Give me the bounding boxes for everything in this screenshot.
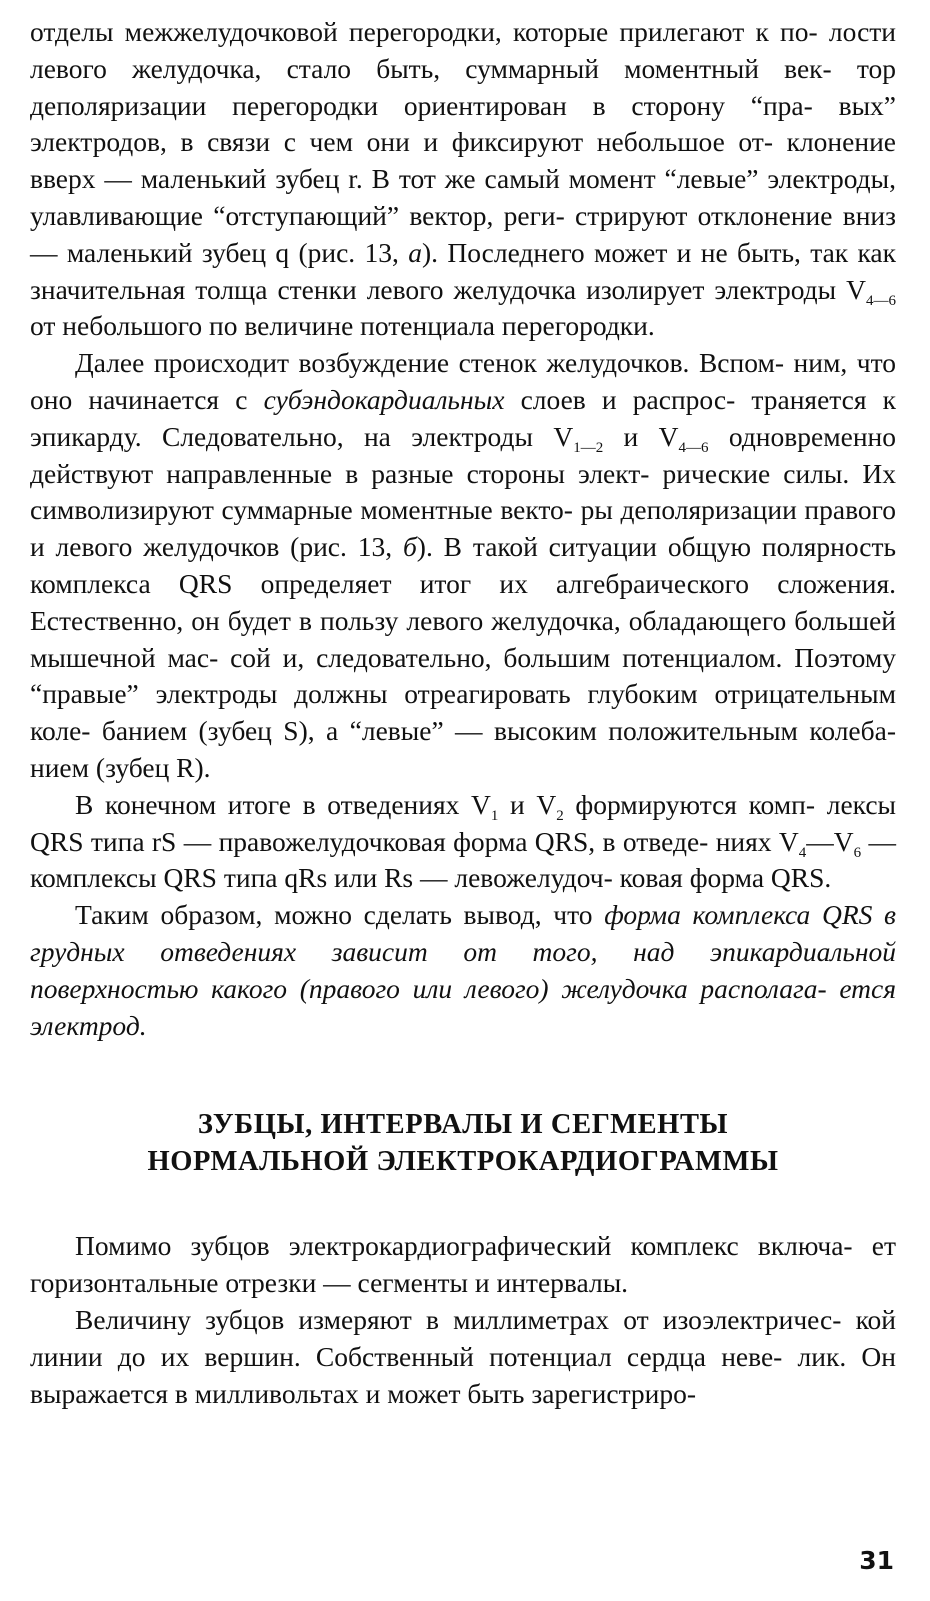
- paragraph-wave-measurement: Величину зубцов измеряют в миллиметрах от изоэлектричес- кой линии до их вершин. Собственный потенциал сердца неве- лик. Он выражается в милливольтах и может быть зарегистриро-: [30, 1303, 897, 1409]
- paragraph-continuation: отделы межжелудочковой перегородки, которые прилегают к по- лости левого желудочка, стало быть, суммарный моментный век- тор деполяризации перегородки ориентирован в сторону “пра- вых” электродов, в связи с чем они и фиксируют небольшое от- клонение вверх — маленький зубец r. В тот же самый момент “левые” электроды, улавливающие “отступающий” вектор, реги- стрируют отклонение вниз — маленький зубец q (рис. 13, а). Последнего может и не быть, так как значительная толща стенки левого желудочка изолирует электроды $V_{4—6}$ от небольшого по величине потенциала перегородки.: [30, 16, 897, 342]
- page-number: 31: [859, 1546, 894, 1575]
- paragraph-conclusion: Таким образом, можно сделать вывод, что форма комплекса QRS в грудных отведениях зависит от того, над эпикардиальной поверхностью какого (правого или левого) желудочка располага- ется электрод.: [30, 899, 897, 1041]
- paragraph-ventricular-walls: Далее происходит возбуждение стенок желудочков. Вспом- ним, что оно начинается с субэндокардиальных слоев и распрос- траняется к эпикарду. Следовательно, на электроды $V_{1—2}$ и $V_{4—6}$ одновременно действуют направленные в разные стороны элект- рические силы. Их символизируют суммарные моментные векто- ры деполяризации правого и левого желудочков (рис. 13, б). В такой ситуации общую полярность комплекса QRS определяет итог их алгебраического сложения. Естественно, он будет в пользу левого желудочка, обладающего большей мышечной мас- сой и, следовательно, большим потенциалом. Поэтому “правые” электроды должны отреагировать глубоким отрицательным коле- банием (зубец S), а “левые” — высоким положительным колеба- нием (зубец R).: [30, 347, 897, 783]
- paragraph-segments-intro: Помимо зубцов электрокардиографический комплекс включа- ет горизонтальные отрезки — сегменты и интервалы.: [30, 1230, 896, 1299]
- page-body: [30, 14, 896, 1412]
- paragraph-qrs-forms: В конечном итоге в отведениях $V_1$ и $V_2$ формируются комп- лексы QRS типа rS — правожелудочковая форма QRS, в отведе- ниях $V_4—V_6$ — комплексы QRS типа qRs или Rs — левожелудоч- ковая форма QRS.: [30, 788, 897, 894]
- section-heading: ЗУБЦЫ, ИНТЕРВАЛЫ И СЕГМЕНТЫ НОРМАЛЬНОЙ ЭЛЕКТРОКАРДИОГРАММЫ: [147, 1109, 779, 1178]
